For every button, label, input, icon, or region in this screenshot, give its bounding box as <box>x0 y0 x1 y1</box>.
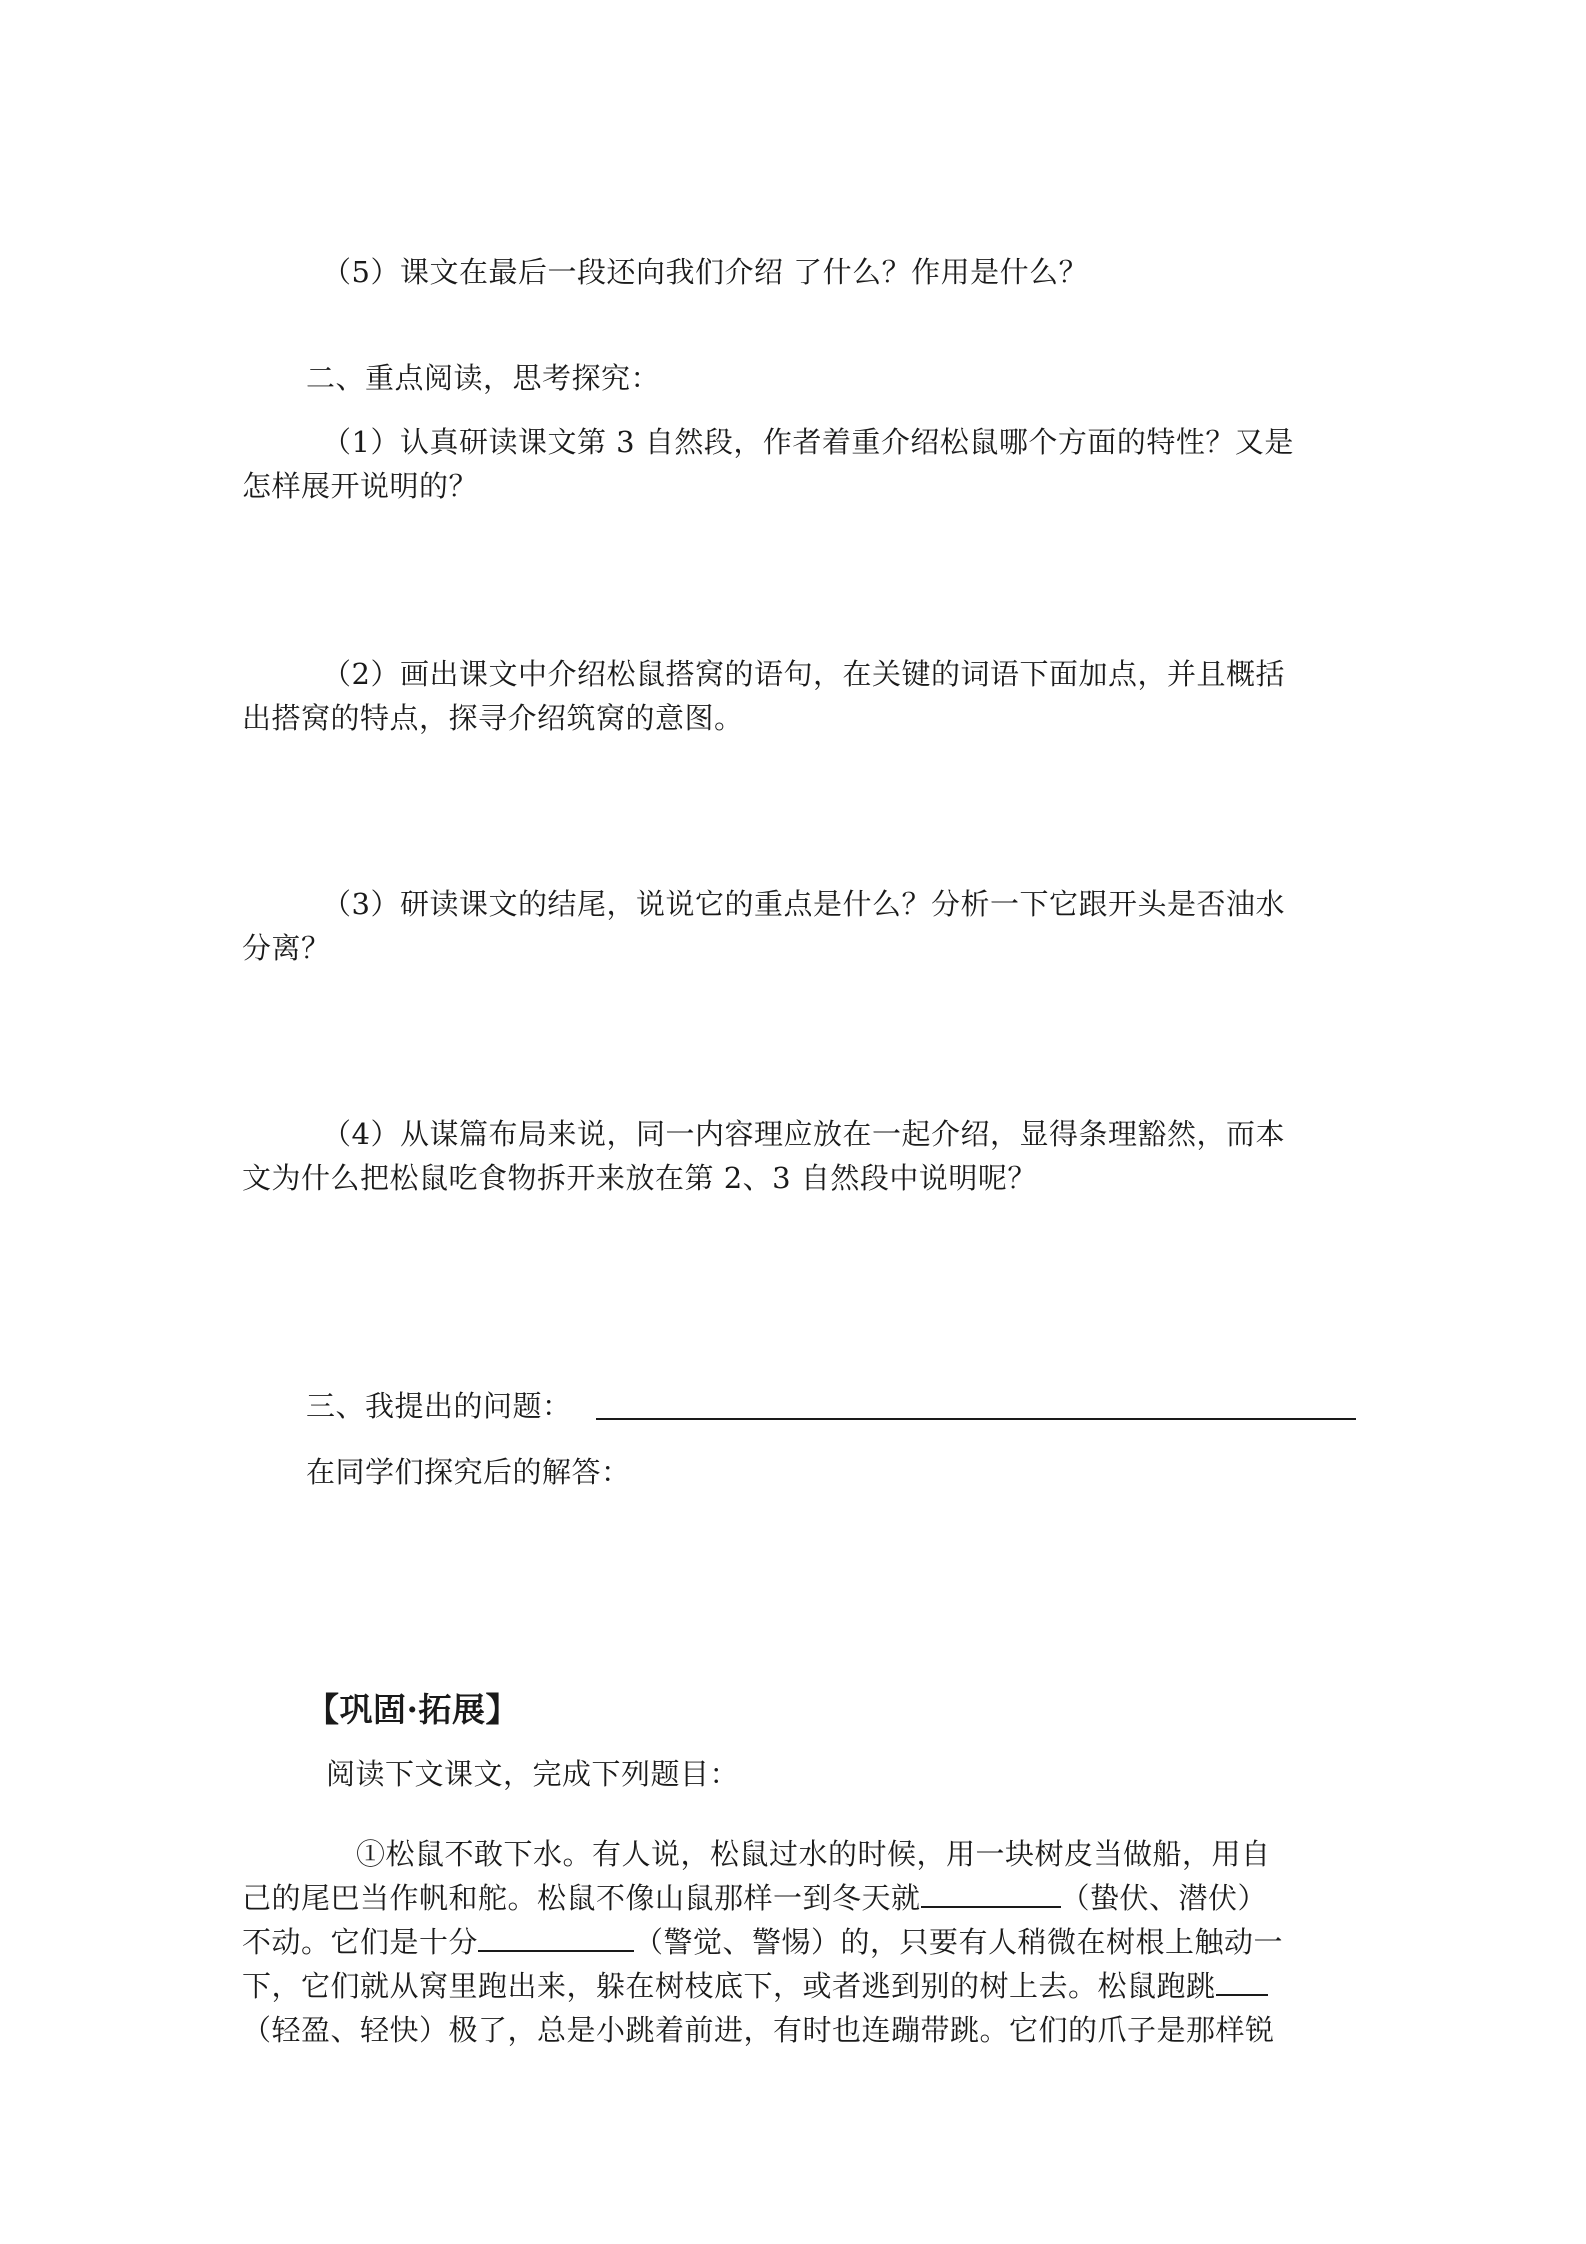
section-3-title: 三、我提出的问题： <box>306 1389 572 1423</box>
passage-line-2-text: 己的尾巴当作帆和舵。松鼠不像山鼠那样一到冬天就 <box>242 1881 921 1915</box>
passage-line-2-options: （蛰伏、潜伏） <box>1060 1881 1268 1915</box>
extension-instruction: 阅读下文课文，完成下列题目： <box>326 1757 740 1791</box>
passage-line-4 <box>242 1966 1268 2006</box>
blank-2[interactable] <box>478 1922 634 1952</box>
question-answer-line[interactable] <box>596 1418 1356 1420</box>
section-2-q3-line1: （3）研读课文的结尾，说说它的重点是什么？分析一下它跟开头是否油水 <box>322 887 1285 921</box>
passage-line-3-rest: （警觉、警惕）的，只要有人稍微在树根上触动一 <box>634 1925 1284 1959</box>
passage-line-4-text: 下，它们就从窝里跑出来，躲在树枝底下，或者逃到别的树上去。松鼠跑跳 <box>242 1969 1216 2003</box>
passage-line-1: ①松鼠不敢下水。有人说，松鼠过水的时候，用一块树皮当做船，用自 <box>356 1837 1271 1871</box>
question-5: （5）课文在最后一段还向我们介绍 了什么？作用是什么？ <box>322 255 1089 289</box>
blank-1[interactable] <box>921 1878 1061 1908</box>
section-2-q4-line2: 文为什么把松鼠吃食物拆开来放在第 2、3 自然段中说明呢？ <box>242 1161 1037 1195</box>
passage-line-3-text: 不动。它们是十分 <box>242 1925 479 1959</box>
section-2-q1-line1: （1）认真研读课文第 3 自然段，作者着重介绍松鼠哪个方面的特性？又是 <box>322 425 1294 459</box>
section-2-q3-line2: 分离？ <box>242 931 331 965</box>
blank-3[interactable] <box>1216 1966 1268 1996</box>
section-2-q2-line2: 出搭窝的特点，探寻介绍筑窝的意图。 <box>242 701 744 735</box>
passage-line-5: （轻盈、轻快）极了，总是小跳着前进，有时也连蹦带跳。它们的爪子是那样锐 <box>242 2013 1275 2047</box>
passage-line-3 <box>242 1922 1283 1962</box>
section-2-title: 二、重点阅读，思考探究： <box>306 361 661 395</box>
section-2-q1-line2: 怎样展开说明的？ <box>242 469 479 503</box>
extension-title: 【巩固·拓展】 <box>306 1690 519 1729</box>
section-2-q4-line1: （4）从谋篇布局来说，同一内容理应放在一起介绍，显得条理豁然，而本 <box>322 1117 1285 1151</box>
passage-line-2 <box>242 1878 1267 1918</box>
section-3-answer-label: 在同学们探究后的解答： <box>306 1455 631 1489</box>
section-2-q2-line1: （2）画出课文中介绍松鼠搭窝的语句，在关键的词语下面加点，并且概括 <box>322 657 1285 691</box>
